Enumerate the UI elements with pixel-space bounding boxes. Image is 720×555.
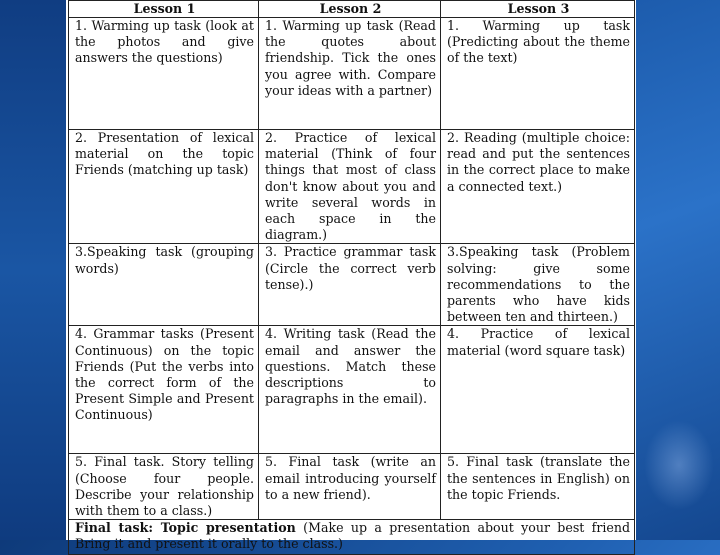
table-row (69, 244, 635, 326)
header-lesson-3: Lesson 3 (441, 1, 635, 18)
table-cell: 2. Practice of lexical material (Think of four things that most of class don't know about you and write several words in each space in the diagram.) (259, 130, 441, 244)
table-cell: 3. Practice grammar task (Circle the correct verb tense).) (259, 244, 441, 326)
table-row (69, 18, 635, 130)
final-task-row (69, 520, 635, 555)
table-cell: 3.Speaking task (grouping words) (69, 244, 259, 326)
header-lesson-2: Lesson 2 (259, 1, 441, 18)
table-row (69, 326, 635, 454)
final-task-cell (69, 520, 635, 555)
decorative-glow (644, 420, 714, 510)
final-task-label: Final task: Topic presentation (75, 520, 296, 536)
document-sheet (66, 0, 636, 552)
table-cell: 1. Warming up task (Read the quotes about friendship. Tick the ones you agree with. Compare your ideas with a partner) (259, 18, 441, 130)
table-cell: 5. Final task (write an email introducing yourself to a new friend). (259, 454, 441, 520)
table-cell: 1. Warming up task (look at the photos and give answers the questions) (69, 18, 259, 130)
table-cell: 5. Final task (translate the the sentences in English) on the topic Friends. (441, 454, 635, 520)
table-cell: 1. Warming up task (Predicting about the theme of the text) (441, 18, 635, 130)
slide-background-right (636, 0, 720, 540)
table-row (69, 130, 635, 244)
slide-background-left (0, 0, 66, 540)
table-cell: 2. Reading (multiple choice: read and put the sentences in the correct place to make a connected text.) (441, 130, 635, 244)
table-cell: 2. Presentation of lexical material on the topic Friends (matching up task) (69, 130, 259, 244)
lessons-table (68, 0, 635, 555)
header-lesson-1: Lesson 1 (69, 1, 259, 18)
table-cell: 4. Grammar tasks (Present Continuous) on the topic Friends (Put the verbs into the correct form of the Present Simple and Present Continuous) (69, 326, 259, 454)
table-cell: 4. Writing task (Read the email and answer the questions. Match these descriptions to paragraphs in the email). (259, 326, 441, 454)
table-cell: 5. Final task. Story telling (Choose four people. Describe your relationship with them to a class.) (69, 454, 259, 520)
final-task-text: (Make up a presentation about your best friend Bring it and present it orally to the class.) (75, 520, 631, 552)
header-row (69, 1, 635, 18)
table-cell: 4. Practice of lexical material (word square task) (441, 326, 635, 454)
table-cell: 3.Speaking task (Problem solving: give some recommendations to the parents who have kids between ten and thirteen.) (441, 244, 635, 326)
table-row (69, 454, 635, 520)
